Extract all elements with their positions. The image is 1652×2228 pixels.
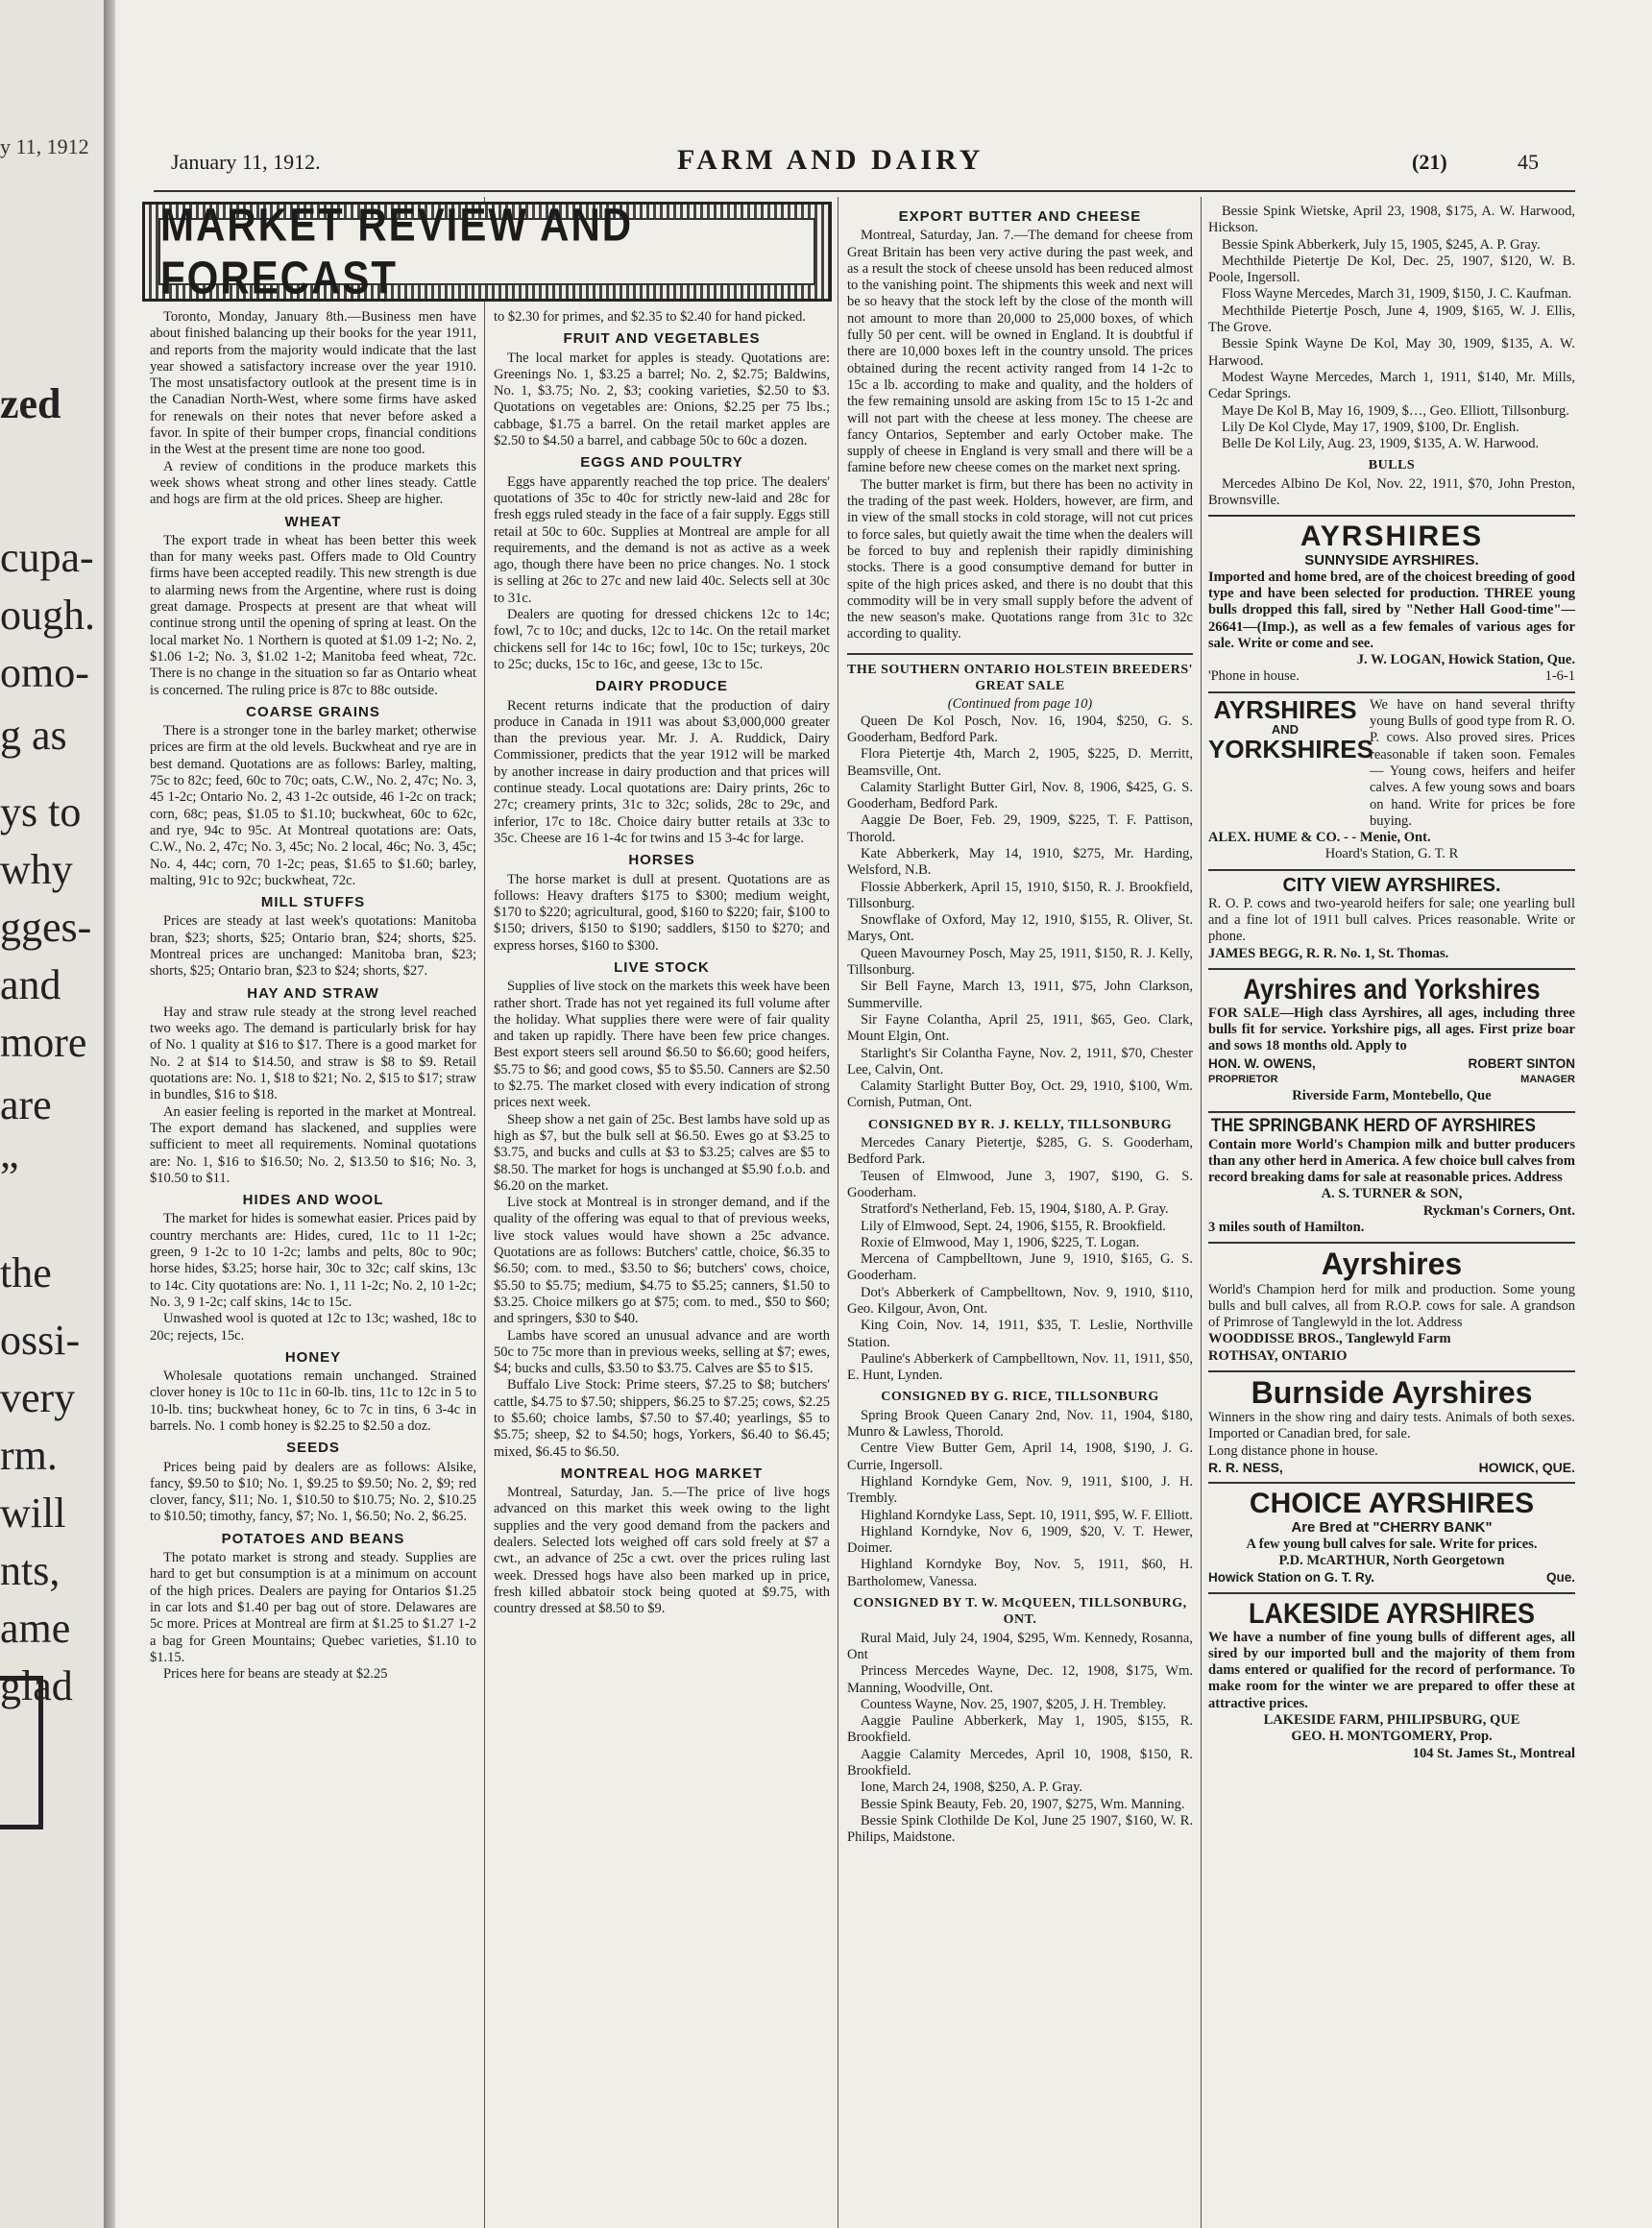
sale-entry: Belle De Kol Lily, Aug. 23, 1909, $135, A. W. Harwood.	[1222, 436, 1540, 452]
hides-paragraph: The market for hides is somewhat easier. Prices paid by country merchants are: Hides, cured, 11c to 11 1-2c; green, 9 1-2c to 10 1-2c; lambs and pelts, 80c to 90c; horse hides, $3.25; horse hair, 30c to 32c; calf skins, 13c to 14c. City quotations are: No. 1, 11 1-2c; No. 2, 10 1-2c; No. 3, 9 1-2c; calf skins, 14c to 15c.	[150, 1211, 476, 1310]
bulls-heading: BULLS	[1368, 458, 1416, 473]
intro-paragraph-2: A review of conditions in the produce markets this week shows wheat strong and other lines steady. Cattle and hogs are firm at the old prices. Sheep are higher.	[150, 458, 476, 508]
sale-entry: Aaggie Pauline Abberkerk, May 1, 1905, $155, R. Brookfield.	[847, 1713, 1193, 1746]
export-paragraph: Montreal, Saturday, Jan. 7.—The demand for cheese from Great Britain has been very active during the past week, and as a result the stock of cheese unsold has been reduced almost to the vanishing point. The shipments this week and next will be so heavy that the stock left by the close of the month will not amount to more than 20,000 to 25,000 boxes, of which fully 50 per cent. will be owned in England. It is doubtful if there are 10,000 boxes left in the country unsold. The prices obtained during the recent activity ranged from 14 1-2c to 15c a lb. according to make and quality, and the holders of the few remaining unsold are asking from 15c to 15 1-2c and will not part with the cheese at less money. The cheese are fancy Ontarios, September and early October make. The supply of cheese in England is very small and there will be a famine before new cheese comes on the market next spring.	[847, 228, 1193, 476]
seeds-paragraph: Prices being paid by dealers are as follows: Alsike, fancy, $9.50 to $10; No. 1, $9.25 to $9.50; No. 2, $9; red clover, fancy, $11; No. 1, $10.50 to $10.75; No. 2, $10.25 to $10.50; timothy, fancy, $7; No. 1, $6.50; No. 2, $6.25.	[150, 1459, 476, 1525]
live-stock-paragraph-5: Buffalo Live Stock: Prime steers, $7.25 to $8; butchers' cattle, $4.75 to $7.50; shippers, $6.25 to $7.25; cows, $2.25 to $5.60; choice lambs, $7.50 to $7.40; yearlings, $5 to $5.75; sheep, $2 to $4.50; hogs, Yorkers, $6.40 to $6.45; mixed, $6.45 to $6.50.	[494, 1377, 830, 1460]
sale-entry: Bessie Spink Wayne De Kol, May 30, 1909, $135, A. W. Harwood.	[1208, 336, 1575, 369]
hides-paragraph-2: Unwashed wool is quoted at 12c to 13c; washed, 18c to 20c; rejects, 15c.	[150, 1311, 476, 1344]
ad-body: We have a number of fine young bulls of different ages, all sired by our imported bull and the majority of them from dams entered or qualified for the record of performance. To make room for the winter we are prepared to offer these at attractive prices.	[1208, 1629, 1575, 1711]
ad-title-and: AND	[1271, 722, 1300, 738]
eggs-paragraph: Eggs have apparently reached the top price. The dealers' quotations of 35c to 40c for strictly new-laid and 28c for fresh eggs ruled steady in the face of a fair supply. Eggs still retail at 50c to 60c. Supplies at Montreal are ample for all requirements, and the demand is not as active as a week ago, though there have been no price changes. No. 1 stock is selling at 26c to 27c and new laid 40c. Selects sell at 30c to 31c.	[494, 473, 830, 606]
sale-entry: Bessie Spink Wietske, April 23, 1908, $175, A. W. Harwood, Hickson.	[1208, 204, 1575, 236]
honey-paragraph: Wholesale quotations remain unchanged. Strained clover honey is 10c to 11c in 60-lb. tins, 11c to 12c in 5 to 10-lb. tins; buckwheat honey, 6c to 7c in tins, 6 3-4c in barrels. No. 1 comb honey is $2.25 to $2.50 a doz.	[150, 1368, 476, 1434]
live-stock-paragraph-3: Live stock at Montreal is in stronger demand, and if the quality of the offering was equal to that of previous weeks, live stock values would have shown a 25c advance. Quotations are as follows: Butchers' cattle, choice, $6.35 to $6.50; com. to med., $3.50 to $6; butchers' cows, choice, $5.50 to $5.75; medium, $4.75 to $5.25; canners, $1.50 to $3.25. Choice milkers go at $75; com. to med., $50 to $60; and springers, $30 to $40.	[494, 1195, 830, 1327]
ad-title: Ayrshires and Yorkshires	[1243, 973, 1541, 1005]
ad-phone: 'Phone in house.	[1208, 668, 1300, 685]
consigned-mcqueen-heading: CONSIGNED BY T. W. McQUEEN, TILLSONBURG, ONT.	[853, 1596, 1187, 1628]
column-1	[150, 309, 476, 2220]
ad-proprietor: GEO. H. MONTGOMERY, Prop.	[1291, 1729, 1493, 1745]
consigned-rice-heading: CONSIGNED BY G. RICE, TILLSONBURG	[881, 1390, 1159, 1405]
sale-entry: Calamity Starlight Butter Boy, Oct. 29, 1910, $100, Wm. Cornish, Putman, Ont.	[847, 1078, 1193, 1111]
sale-entry: Kate Abberkerk, May 14, 1910, $275, Mr. Harding, Welsford, N.B.	[847, 845, 1193, 879]
sale-entry: Ione, March 24, 1908, $250, A. P. Gray.	[861, 1780, 1083, 1796]
ad-contact: JAMES BEGG, R. R. No. 1, St. Thomas.	[1208, 945, 1449, 961]
ad-wooddisse-ayrshires	[1208, 1242, 1575, 1365]
section-heading-wheat: WHEAT	[284, 513, 342, 530]
ad-farm: Riverside Farm, Montebello, Que	[1292, 1088, 1492, 1104]
sale-entry: Highland Korndyke Lass, Sept. 10, 1911, $95, W. F. Elliott.	[861, 1507, 1193, 1523]
ad-title: AYRSHIRES	[1300, 521, 1484, 553]
section-heading-montreal-hog-market: MONTREAL HOG MARKET	[560, 1465, 764, 1482]
sale-entry: Bessie Spink Abberkerk, July 15, 1905, $245, A. P. Gray.	[1222, 236, 1541, 253]
hay-paragraph: Hay and straw rule steady at the strong level reached two weeks ago. The demand is particularly brisk for hay of No. 1 quality at $16 to $17. There is a good market for No. 2 at $14 to $14.50, and straw is $8 to $9. Retail quotations are: No. 1, $18 to $21; No. 2, $15 to $17; straw in bundles, $16 to $18.	[150, 1004, 476, 1103]
sale-entry: Stratford's Netherland, Feb. 15, 1904, $180, A. P. Gray.	[861, 1201, 1169, 1218]
live-stock-paragraph: Supplies of live stock on the markets this week have been rather short. Trade has not yet regained its full volume after the holiday. What supplies there were were of fair quality and taken up rapidly. There have been few price changes. Best export steers sell around $6.50 to $6.60; good heifers, $5.75 to $6; and good cows, $5 to $5.50. Canners are $2.50 to $2.75. The market closed with every indication of strong prices next week.	[494, 979, 830, 1111]
potatoes-paragraph: The potato market is strong and steady. Supplies are hard to get but consumption is at a minimum on account of the high prices. Dealers are paying for Ontarios $1.25 in car lots and $1.40 per bag out of store. Delawares are 5c more. Prices at Montreal are firm at $1.25 to $1.27 1-2 a bag for Green Mountains; Quebec varieties, $1.10 to $1.15.	[150, 1550, 476, 1665]
ad-lakeside-ayrshires	[1208, 1592, 1575, 1762]
sale-entry: Teusen of Elmwood, June 3, 1907, $190, G. S. Gooderham.	[847, 1168, 1193, 1200]
ad-station: Howick Station on G. T. Ry.	[1208, 1570, 1375, 1586]
hay-paragraph-2: An easier feeling is reported in the market at Montreal. The export demand has slackened, and supplies were sufficient to meet all requirements. Nominal quotations are: No. 1, $16 to $16.50; No. 2, $13.50 to $16; No. 3, $10.50 to $11.	[150, 1103, 476, 1186]
continued-from-note: (Continued from page 10)	[947, 696, 1093, 713]
sale-entry: Dot's Abberkerk of Campbelltown, Nov. 9, 1910, $110, Geo. Kilgour, Avon, Ont.	[847, 1284, 1193, 1317]
ad-subtitle: Are Bred at "CHERRY BANK"	[1291, 1519, 1493, 1537]
section-heading-potatoes-beans: POTATOES AND BEANS	[221, 1530, 405, 1547]
sale-entry: Queen Mavourney Posch, May 25, 1911, $150, R. J. Kelly, Tillsonburg.	[847, 945, 1193, 979]
sale-entry: Pauline's Abberkerk of Campbelltown, Nov. 11, 1911, $50, E. Hunt, Lynden.	[847, 1350, 1193, 1384]
ad-proprietor-label: PROPRIETOR	[1208, 1074, 1278, 1086]
ad-address: Ryckman's Corners, Ont.	[1422, 1202, 1575, 1219]
ad-title: LAKESIDE AYRSHIRES	[1248, 1597, 1536, 1630]
ad-body: Contain more World's Champion milk and butter producers than any other herd in America. A few choice bull calves from record breaking dams for sale at reasonable prices. Address	[1208, 1136, 1575, 1186]
sale-entry: Aaggie Calamity Mercedes, April 10, 1908, $150, R. Brookfield.	[847, 1746, 1193, 1780]
header-title: FARM AND DAIRY	[677, 144, 984, 176]
sale-entry: Lily of Elmwood, Sept. 24, 1906, $155, R. Brookfield.	[861, 1218, 1166, 1234]
ad-sunnyside-ayrshires	[1208, 515, 1575, 685]
ad-ayrshires-yorkshires-owens	[1208, 968, 1575, 1105]
prev-page-fragment: the	[0, 1249, 52, 1296]
header-folio: (21)	[1412, 150, 1447, 174]
live-stock-paragraph-2: Sheep show a net gain of 25c. Best lambs have sold up as high as $7, but the bulk sell at $6.50. Ewes go at $3.25 to $3.75, and bucks and culls at $3 to $3.25; calves are $5 to $8.50. The market for hogs is unchanged at $5.90 f.o.b. and $6.20 on the market.	[494, 1111, 830, 1194]
sale-entry: Flossie Abberkerk, April 15, 1910, $150, R. J. Brookfield, Tillsonburg.	[847, 879, 1193, 911]
ad-body: Imported and home bred, are of the choicest breeding of good type and have been selected for production. THREE young bulls dropped this fall, sired by "Nether Hall Good-time"—26641—(Imp.), as well as a few females of various ages for sale. Write or come and see.	[1208, 569, 1575, 651]
sale-entry: Centre View Butter Gem, April 14, 1908, $190, J. G. Currie, Ingersoll.	[847, 1441, 1193, 1473]
ad-body: Winners in the show ring and dairy tests. Animals of both sexes. Imported or Canadian bred, for sale.	[1208, 1410, 1575, 1442]
sale-entry: Flora Pietertje 4th, March 2, 1905, $225, D. Merritt, Beamsville, Ont.	[847, 746, 1193, 779]
sale-entry: Mechthilde Pietertje De Kol, Dec. 25, 1907, $120, W. B. Poole, Ingersoll.	[1208, 253, 1575, 286]
prev-page-fragment: glad	[0, 1662, 73, 1709]
ad-springbank-herd	[1208, 1111, 1575, 1237]
section-heading-fruit-vegetables: FRUIT AND VEGETABLES	[563, 330, 761, 348]
section-heading-hides-wool: HIDES AND WOOL	[242, 1192, 384, 1209]
section-heading-coarse-grains: COARSE GRAINS	[246, 703, 380, 720]
hog-market-paragraph: Montreal, Saturday, Jan. 5.—The price of live hogs advanced on this market this week owing to the light supplies and the very good demand from the packers and dealers. Selected lots weighed off cars sold freely at $7 a cwt., an advance of 25c a cwt. over the prices ruling last week. Dressed hogs have also been marked up in price, fresh killed abbatoir stock being quoted at $9.75, with country dressed at $8.50 to $9.	[494, 1485, 830, 1617]
prev-page-fragment: ame	[0, 1605, 71, 1652]
prev-page-fragment: g as	[0, 712, 67, 759]
ad-title: Burnside Ayrshires	[1251, 1375, 1533, 1410]
header-page-number: 45	[1518, 150, 1539, 174]
section-heading-horses: HORSES	[628, 852, 695, 869]
wheat-paragraph: The export trade in wheat has been better this week than for many weeks past. Offers made to Old Country firms have been accepted readily. This new strength is due to alarming news from the Argentine, where rust is doing great damage. Prospects at present are that wheat will continue strong until the opening of spring at least. On the local market No. 1 Northern is quoted at $1.09 1-2; No. 2, $1.06 1-2; No. 3, $1.02 1-2; Manitoba feed wheat, 72c. There is no change in the situation so far as Ontario wheat is concerned. The ruling price is 87c to 88c outside.	[150, 532, 476, 698]
mill-stuffs-paragraph: Prices are steady at last week's quotations: Manitoba bran, $23; shorts, $25; Ontario bran, $24; shorts, $25. Montreal prices are unchanged: Manitoba bran, $23; shorts, $25; Ontario bran, $23 to $24; shorts, $27.	[150, 913, 476, 980]
sale-entry: Modest Wayne Mercedes, March 1, 1911, $140, Mr. Mills, Cedar Springs.	[1208, 369, 1575, 402]
sale-entry: Countess Wayne, Nov. 25, 1907, $205, J. H. Trembley.	[861, 1696, 1167, 1712]
bulls-entry: Mercedes Albino De Kol, Nov. 22, 1911, $70, John Preston, Brownsville.	[1208, 475, 1575, 509]
section-heading-honey: HONEY	[284, 1348, 342, 1366]
ad-body: World's Champion herd for milk and production. Some young bulls and bull calves, all from R.O.P. cows for sale. A grandson of Primrose of Tanglewyld in the lot. Address	[1208, 1281, 1575, 1331]
coarse-grains-paragraph: There is a stronger tone in the barley market; otherwise prices are firm at the old levels. Buckwheat and rye are in best demand. Quotations are as follows: Barley, malting, 75c to 82c; feed, 60c to 70c; oats, C.W., No. 2, 47c; No. 3, 45 1-2c; Ontario No. 2, 43 1-2c outside, 46 1-2c on track; corn, 68c; peas, $1.05 to $1.10; buckwheat, 60c to 62c, and rye, 94c to 95c. At Montreal quotations are: Oats, C.W., No. 2, 47c; No. 3, 45c; No. 2 local, 46c; No. 3, 45c; No. 4, 44c; corn, 70 1-2c; peas, $1.65 to $1.60; barley, malting, 91c to 92c; buckwheat, 72c.	[150, 723, 476, 888]
ad-body: FOR SALE—High class Ayrshires, all ages, including three bulls fit for service. Yorkshire pigs, all ages. First prize boar and sows 18 months old. Apply to	[1208, 1005, 1575, 1054]
previous-page-margin	[0, 0, 115, 2228]
prev-page-fragment: zed	[0, 380, 61, 427]
sale-entry: Roxie of Elmwood, May 1, 1906, $225, T. Logan.	[861, 1234, 1140, 1250]
ad-address: HOWICK, QUE.	[1478, 1460, 1575, 1476]
section-heading-live-stock: LIVE STOCK	[614, 958, 710, 976]
ad-subtitle: SUNNYSIDE AYRSHIRES.	[1304, 552, 1479, 569]
ad-title-yorkshires: YORKSHIRES	[1208, 734, 1373, 763]
section-heading-seeds: SEEDS	[286, 1440, 340, 1457]
ad-province: Que.	[1545, 1570, 1575, 1586]
beans-paragraph: Prices here for beans are steady at $2.25	[163, 1666, 388, 1683]
ad-title: CHOICE AYRSHIRES	[1249, 1488, 1535, 1520]
prev-page-fragment: ”	[0, 1153, 19, 1200]
sale-entry: Highland Korndyke Gem, Nov. 9, 1911, $100, J. H. Trembly.	[847, 1473, 1193, 1507]
prev-page-fragment: omo-	[0, 649, 89, 696]
sale-entry: Princess Mercedes Wayne, Dec. 12, 1908, $175, Wm. Manning, Woodville, Ont.	[847, 1663, 1193, 1696]
sale-entry: Highland Korndyke, Nov 6, 1909, $20, V. T. Hewer, Doimer.	[847, 1523, 1193, 1557]
sale-entry: Calamity Starlight Butter Girl, Nov. 8, 1906, $425, G. S. Gooderham, Bedford Park.	[847, 779, 1193, 812]
ad-contact: P.D. McARTHUR, North Georgetown	[1278, 1552, 1505, 1568]
column-divider	[484, 197, 485, 2228]
prev-page-fragment: are	[0, 1081, 52, 1128]
section-heading-eggs-poultry: EGGS AND POULTRY	[580, 454, 743, 472]
ad-city-view-ayrshires	[1208, 869, 1575, 962]
ad-manager: ROBERT SINTON	[1468, 1055, 1575, 1071]
ad-burnside-ayrshires	[1208, 1370, 1575, 1476]
consigned-kelly-heading: CONSIGNED BY R. J. KELLY, TILLSONBURG	[867, 1117, 1173, 1132]
prev-page-fragment: and	[0, 961, 61, 1008]
continued-text: to $2.30 for primes, and $2.35 to $2.40 for hand picked.	[494, 309, 806, 325]
sale-entry: Starlight's Sir Colantha Fayne, Nov. 2, 1911, $70, Chester Lee, Calvin, Ont.	[847, 1045, 1193, 1078]
prev-page-fragment: why	[0, 846, 73, 893]
ad-address: ROTHSAY, ONTARIO	[1208, 1347, 1348, 1364]
newspaper-page	[115, 0, 1652, 2228]
sale-entry: Queen De Kol Posch, Nov. 16, 1904, $250, G. S. Gooderham, Bedford Park.	[847, 713, 1193, 745]
section-heading-dairy-produce: DAIRY PRODUCE	[595, 678, 729, 695]
ad-phone: Long distance phone in house.	[1208, 1442, 1378, 1459]
page-gutter-shadow	[104, 0, 115, 2228]
holstein-sale-article	[847, 653, 1193, 1847]
column-divider	[1201, 197, 1202, 2228]
intro-paragraph: Toronto, Monday, January 8th.—Business men have about finished balancing up their books for the year 1911, and reports from the majority would indicate that the last year showed a satisfactory increase over the year 1910. The most unsatisfactory outlook at the present time is in the Canadian North-West, where some firms have asked for renewals on their notes that never before asked a favor. In spite of their bumper crops, financial conditions in the West at the present time are none too good.	[150, 309, 476, 458]
ad-address-2: 3 miles south of Hamilton.	[1208, 1220, 1365, 1236]
sale-entry: Sir Bell Fayne, March 13, 1911, $75, John Clarkson, Summerville.	[847, 979, 1193, 1011]
sale-entry: Lily De Kol Clyde, May 17, 1909, $100, Dr. English.	[1222, 419, 1519, 435]
prev-page-fragment: will	[0, 1489, 66, 1537]
ad-contact: J. W. LOGAN, Howick Station, Que.	[1356, 652, 1575, 668]
sale-entry: Maye De Kol B, May 16, 1909, $…, Geo. Elliott, Tillsonburg.	[1222, 402, 1569, 419]
column-2	[494, 309, 830, 2220]
fruit-paragraph: The local market for apples is steady. Quotations are: Greenings No. 1, $3.25 a barrel; No. 2, $2.75; Baldwins, No. 1, $3.75; No. 2, $3; cooking varieties, $2.50 to $3. Quotations on vegetables are: Onions, $2.25 per 75 lbs.; cabbage, $1.75 a barrel. On the retail market apples are $2.50 to $4.50 a barrel, and cabbage 50c to 60c a dozen.	[494, 350, 830, 449]
running-header	[115, 144, 1652, 182]
ad-contact: R. R. NESS,	[1208, 1460, 1283, 1476]
prev-page-fragment: cupa-	[0, 534, 94, 581]
ad-contact: LAKESIDE FARM, PHILIPSBURG, QUE	[1263, 1712, 1520, 1729]
prev-page-fragment: rm.	[0, 1432, 58, 1479]
holstein-sale-heading: THE SOUTHERN ONTARIO HOLSTEIN BREEDERS' GREAT SALE	[847, 662, 1193, 694]
header-rule	[154, 190, 1575, 192]
ad-contact: A. S. TURNER & SON,	[1321, 1186, 1463, 1202]
prev-page-fragment: ough.	[0, 592, 95, 639]
sale-entry: Bessie Spink Clothilde De Kol, June 25 1907, $160, W. R. Philips, Maidstone.	[847, 1812, 1193, 1846]
ad-address: 104 St. James St., Montreal	[1412, 1745, 1575, 1761]
ad-contact: ALEX. HUME & CO. - - Menie, Ont.	[1208, 830, 1431, 846]
ad-contact: WOODDISSE BROS., Tanglewyld Farm	[1208, 1331, 1451, 1347]
column-4	[1208, 204, 1575, 2220]
sale-entry: Mercedes Canary Pietertje, $285, G. S. Gooderham, Bedford Park.	[847, 1135, 1193, 1168]
prev-page-fragment: more	[0, 1019, 87, 1066]
dairy-paragraph: Recent returns indicate that the production of dairy produce in Canada in 1911 was about $3,000,000 greater than the previous year. Mr. J. A. Ruddick, Dairy Commissioner, predicts that the year 1912 will be marked by another increase in dairy production and that prices will continue steady. Local quotations are: Dairy prints, 26c to 27c; creamery prints, 31c to 32c; solids, 28c to 29c, and inferior, 17c to 18c. Choice dairy butter retails at 33c to 35c. Cheese are 16 1-4c for twins and 15 3-4c for large.	[494, 697, 830, 846]
prev-page-fragment: ys to	[0, 788, 82, 836]
prev-page-box-ornament	[0, 1676, 43, 1829]
ad-title: THE SPRINGBANK HERD OF AYRSHIRES	[1210, 1115, 1536, 1136]
ad-body: We have on hand several thrifty young Bulls of good type from R. O. P. cows. Also proved sires. Prices reasonable if taken soon. Females — Young cows, heifers and heifer calves. A few young sows and boars on hand. Write for prices be fore buying.	[1370, 696, 1575, 829]
prev-page-fragment: very	[0, 1374, 76, 1421]
sale-entry: Mercena of Campbelltown, June 9, 1910, $165, G. S. Gooderham.	[847, 1251, 1193, 1284]
ad-proprietor: HON. W. OWENS,	[1208, 1055, 1316, 1071]
ad-station: Hoard's Station, G. T. R	[1324, 846, 1459, 862]
sale-entry: Highland Korndyke Boy, Nov. 5, 1911, $60, H. Bartholomew, Vanessa.	[847, 1557, 1193, 1589]
sale-entry: Mechthilde Pietertje Posch, June 4, 1909, $165, W. J. Ellis, The Grove.	[1208, 303, 1575, 336]
ad-title: Ayrshires	[1321, 1247, 1463, 1282]
ad-manager-label: MANAGER	[1520, 1074, 1575, 1086]
sale-entry: King Coin, Nov. 14, 1911, $35, T. Leslie, Northville Station.	[847, 1318, 1193, 1350]
horses-paragraph: The horse market is dull at present. Quotations are as follows: Heavy drafters $175 to $300; medium weight, $170 to $220; agricultural, good, $160 to $220; fair, $100 to $150; drivers, $150 to $190; saddlers, $150 to $270; and express horses, $160 to $300.	[494, 871, 830, 954]
sale-entry: Aaggie De Boer, Feb. 29, 1909, $225, T. F. Pattison, Thorold.	[847, 812, 1193, 845]
section-heading-hay-straw: HAY AND STRAW	[247, 984, 379, 1002]
prev-page-fragment: ossi-	[0, 1317, 81, 1364]
prev-page-fragment: nts,	[0, 1547, 61, 1594]
ad-code: 1-6-1	[1544, 668, 1575, 685]
ad-cherry-bank	[1208, 1482, 1575, 1586]
ad-title: CITY VIEW AYRSHIRES.	[1282, 874, 1501, 896]
prev-page-fragment: gges-	[0, 904, 92, 951]
ad-body: A few young bull calves for sale. Write for prices.	[1246, 1536, 1538, 1552]
sale-entry: Rural Maid, July 24, 1904, $295, Wm. Kennedy, Rosanna, Ont	[847, 1630, 1193, 1662]
ad-title-ayrshires: AYRSHIRES	[1213, 694, 1357, 724]
header-date: January 11, 1912.	[171, 150, 321, 174]
sale-entry: Snowflake of Oxford, May 12, 1910, $155, R. Oliver, St. Marys, Ont.	[847, 912, 1193, 945]
live-stock-paragraph-4: Lambs have scored an unusual advance and are worth 50c to 75c more than in previous weeks, selling at $7; ewes, $4; bucks and culls, $3.50 to $3.75. Calves are $5 to $15.	[494, 1327, 830, 1377]
banner-title: MARKET REVIEW AND FORECAST	[160, 198, 634, 304]
sale-entry: Sir Fayne Colantha, April 25, 1911, $65, Geo. Clark, Mount Elgin, Ont.	[847, 1011, 1193, 1045]
section-heading-export-butter-cheese: EXPORT BUTTER AND CHEESE	[898, 208, 1142, 225]
prev-page-header: y 11, 1912	[0, 134, 89, 158]
ad-body: R. O. P. cows and two-yearold heifers for sale; one yearling bull and a fine lot of 1911 bull calves. Prices reasonable. Write or phone.	[1208, 895, 1575, 945]
sale-entry: Bessie Spink Beauty, Feb. 20, 1907, $275, Wm. Manning.	[861, 1796, 1185, 1812]
export-paragraph-2: The butter market is firm, but there has been no activity in the trading of the past week. Holders, however, are firm, and in view of the small stocks in cold storage, will not cut prices to force sales, but quietly await the time when the dealers will be forced to buy and replenish their rapidly diminishing stocks. There is a good consumptive demand for butter in spite of the high prices asked, and there is no doubt that this commodity will be in very small supply before the advent of the new season's make. Quotations range from 31c to 32c according to quality.	[847, 476, 1193, 642]
poultry-paragraph: Dealers are quoting for dressed chickens 12c to 14c; fowl, 7c to 10c; and ducks, 12c to 14c. On the retail market chickens sell for 14c to 16c; fowl, 10c to 15c; turkeys, 20c to 25c; ducks, 15c to 16c, and geese, 13c to 15c.	[494, 607, 830, 672]
sale-entry: Floss Wayne Mercedes, March 31, 1909, $150, J. C. Kaufman.	[1222, 286, 1572, 303]
ad-hume-ayrshires-yorkshires	[1208, 691, 1575, 863]
market-review-banner	[142, 198, 832, 304]
section-heading-mill-stuffs: MILL STUFFS	[260, 894, 366, 911]
sale-entry: Spring Brook Queen Canary 2nd, Nov. 11, 1904, $180, Munro & Lawless, Thorold.	[847, 1407, 1193, 1441]
column-3	[847, 204, 1193, 2220]
